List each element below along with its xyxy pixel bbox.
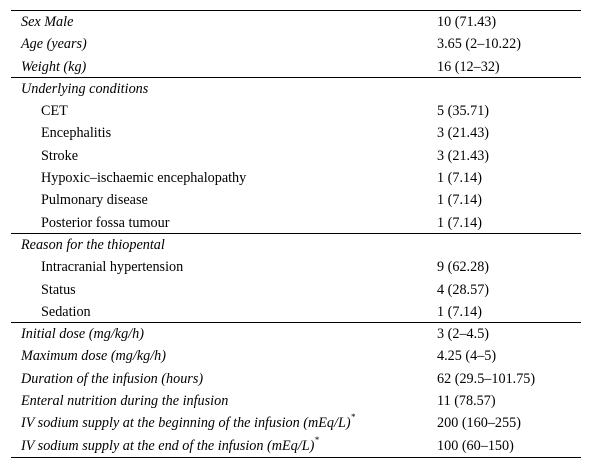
row-value: 9 (62.28) <box>437 259 490 276</box>
row-value: 4.25 (4–5) <box>437 348 497 365</box>
row-label <box>41 192 148 209</box>
row-label <box>21 393 228 410</box>
row-label-text: Enteral nutrition during the infusion <box>21 393 229 410</box>
table-row <box>11 33 581 55</box>
row-value: 3 (21.43) <box>437 147 490 164</box>
row-label <box>41 215 169 232</box>
row-label-text: Age (years) <box>21 36 87 53</box>
row-label <box>41 259 183 276</box>
row-label-text: Underlying conditions <box>21 80 149 97</box>
table-row <box>11 145 581 167</box>
row-label <box>41 148 78 165</box>
row-label-text: Maximum dose (mg/kg/h) <box>21 348 166 365</box>
row-label <box>21 348 166 365</box>
row-value: 16 (12–32) <box>437 58 500 75</box>
row-value: 3.65 (2–10.22) <box>437 36 521 53</box>
row-label <box>21 14 73 31</box>
row-label <box>41 170 246 187</box>
row-label-text: Encephalitis <box>41 125 112 142</box>
row-value: 1 (7.14) <box>437 192 482 209</box>
row-value: 62 (29.5–101.75) <box>437 370 536 387</box>
table-row <box>11 234 581 256</box>
row-value: 1 (7.14) <box>437 214 482 231</box>
data-table <box>11 10 581 458</box>
row-label <box>21 412 356 432</box>
row-label <box>21 434 319 455</box>
row-label <box>21 237 165 254</box>
row-label-text: Posterior fossa tumour <box>41 214 170 231</box>
table-row <box>11 323 581 345</box>
footnote-marker: * <box>350 412 356 423</box>
table-row <box>11 122 581 144</box>
table-row <box>11 368 581 390</box>
table-row <box>11 390 581 412</box>
row-label-text: IV sodium supply at the beginning of the infusion (mEq/L) <box>21 415 351 432</box>
table-row <box>11 11 581 33</box>
row-label <box>21 371 203 388</box>
row-value: 4 (28.57) <box>437 281 490 298</box>
row-label-text: Sex Male <box>21 14 74 30</box>
row-label-text: IV sodium supply at the end of the infusion (mEq/L) <box>21 437 315 454</box>
table-row <box>11 56 581 78</box>
row-value: 1 (7.14) <box>437 303 482 320</box>
row-value: 1 (7.14) <box>437 170 482 187</box>
footnote-marker: * <box>314 434 319 445</box>
row-value: 3 (21.43) <box>437 125 490 142</box>
row-label-text: CET <box>41 103 68 120</box>
table-row <box>11 167 581 189</box>
table-row <box>11 78 581 100</box>
row-value: 5 (35.71) <box>437 103 490 120</box>
row-label-text: Weight (kg) <box>21 58 87 75</box>
table-row <box>11 301 581 323</box>
row-label <box>21 59 86 76</box>
row-label <box>41 125 111 142</box>
table-row <box>11 100 581 122</box>
row-label-text: Duration of the infusion (hours) <box>21 370 204 387</box>
row-label-text: Hypoxic–ischaemic encephalopathy <box>41 170 247 187</box>
row-label <box>21 326 144 343</box>
table-row <box>11 256 581 278</box>
table-row <box>11 212 581 234</box>
row-label <box>41 103 68 120</box>
row-label-text: Intracranial hypertension <box>41 259 184 276</box>
row-value: 11 (78.57) <box>437 393 496 410</box>
row-value: 100 (60–150) <box>437 437 514 454</box>
table-row <box>11 189 581 211</box>
table-row <box>11 412 581 434</box>
row-label-text: Sedation <box>41 303 91 320</box>
row-label <box>41 304 91 321</box>
table-row <box>11 345 581 367</box>
table-row <box>11 279 581 301</box>
row-label <box>21 36 87 53</box>
row-label <box>21 81 148 98</box>
row-label-text: Initial dose (mg/kg/h) <box>21 326 144 343</box>
row-label-text: Status <box>41 281 76 298</box>
row-label <box>41 282 76 299</box>
row-label-text: Stroke <box>41 147 79 164</box>
row-label-text: Pulmonary disease <box>41 192 148 209</box>
row-label-text: Reason for the thiopental <box>21 236 165 253</box>
table-row <box>11 435 581 457</box>
row-value: 200 (160–255) <box>437 415 521 432</box>
row-value: 10 (71.43) <box>437 14 497 30</box>
row-value: 3 (2–4.5) <box>437 326 490 343</box>
